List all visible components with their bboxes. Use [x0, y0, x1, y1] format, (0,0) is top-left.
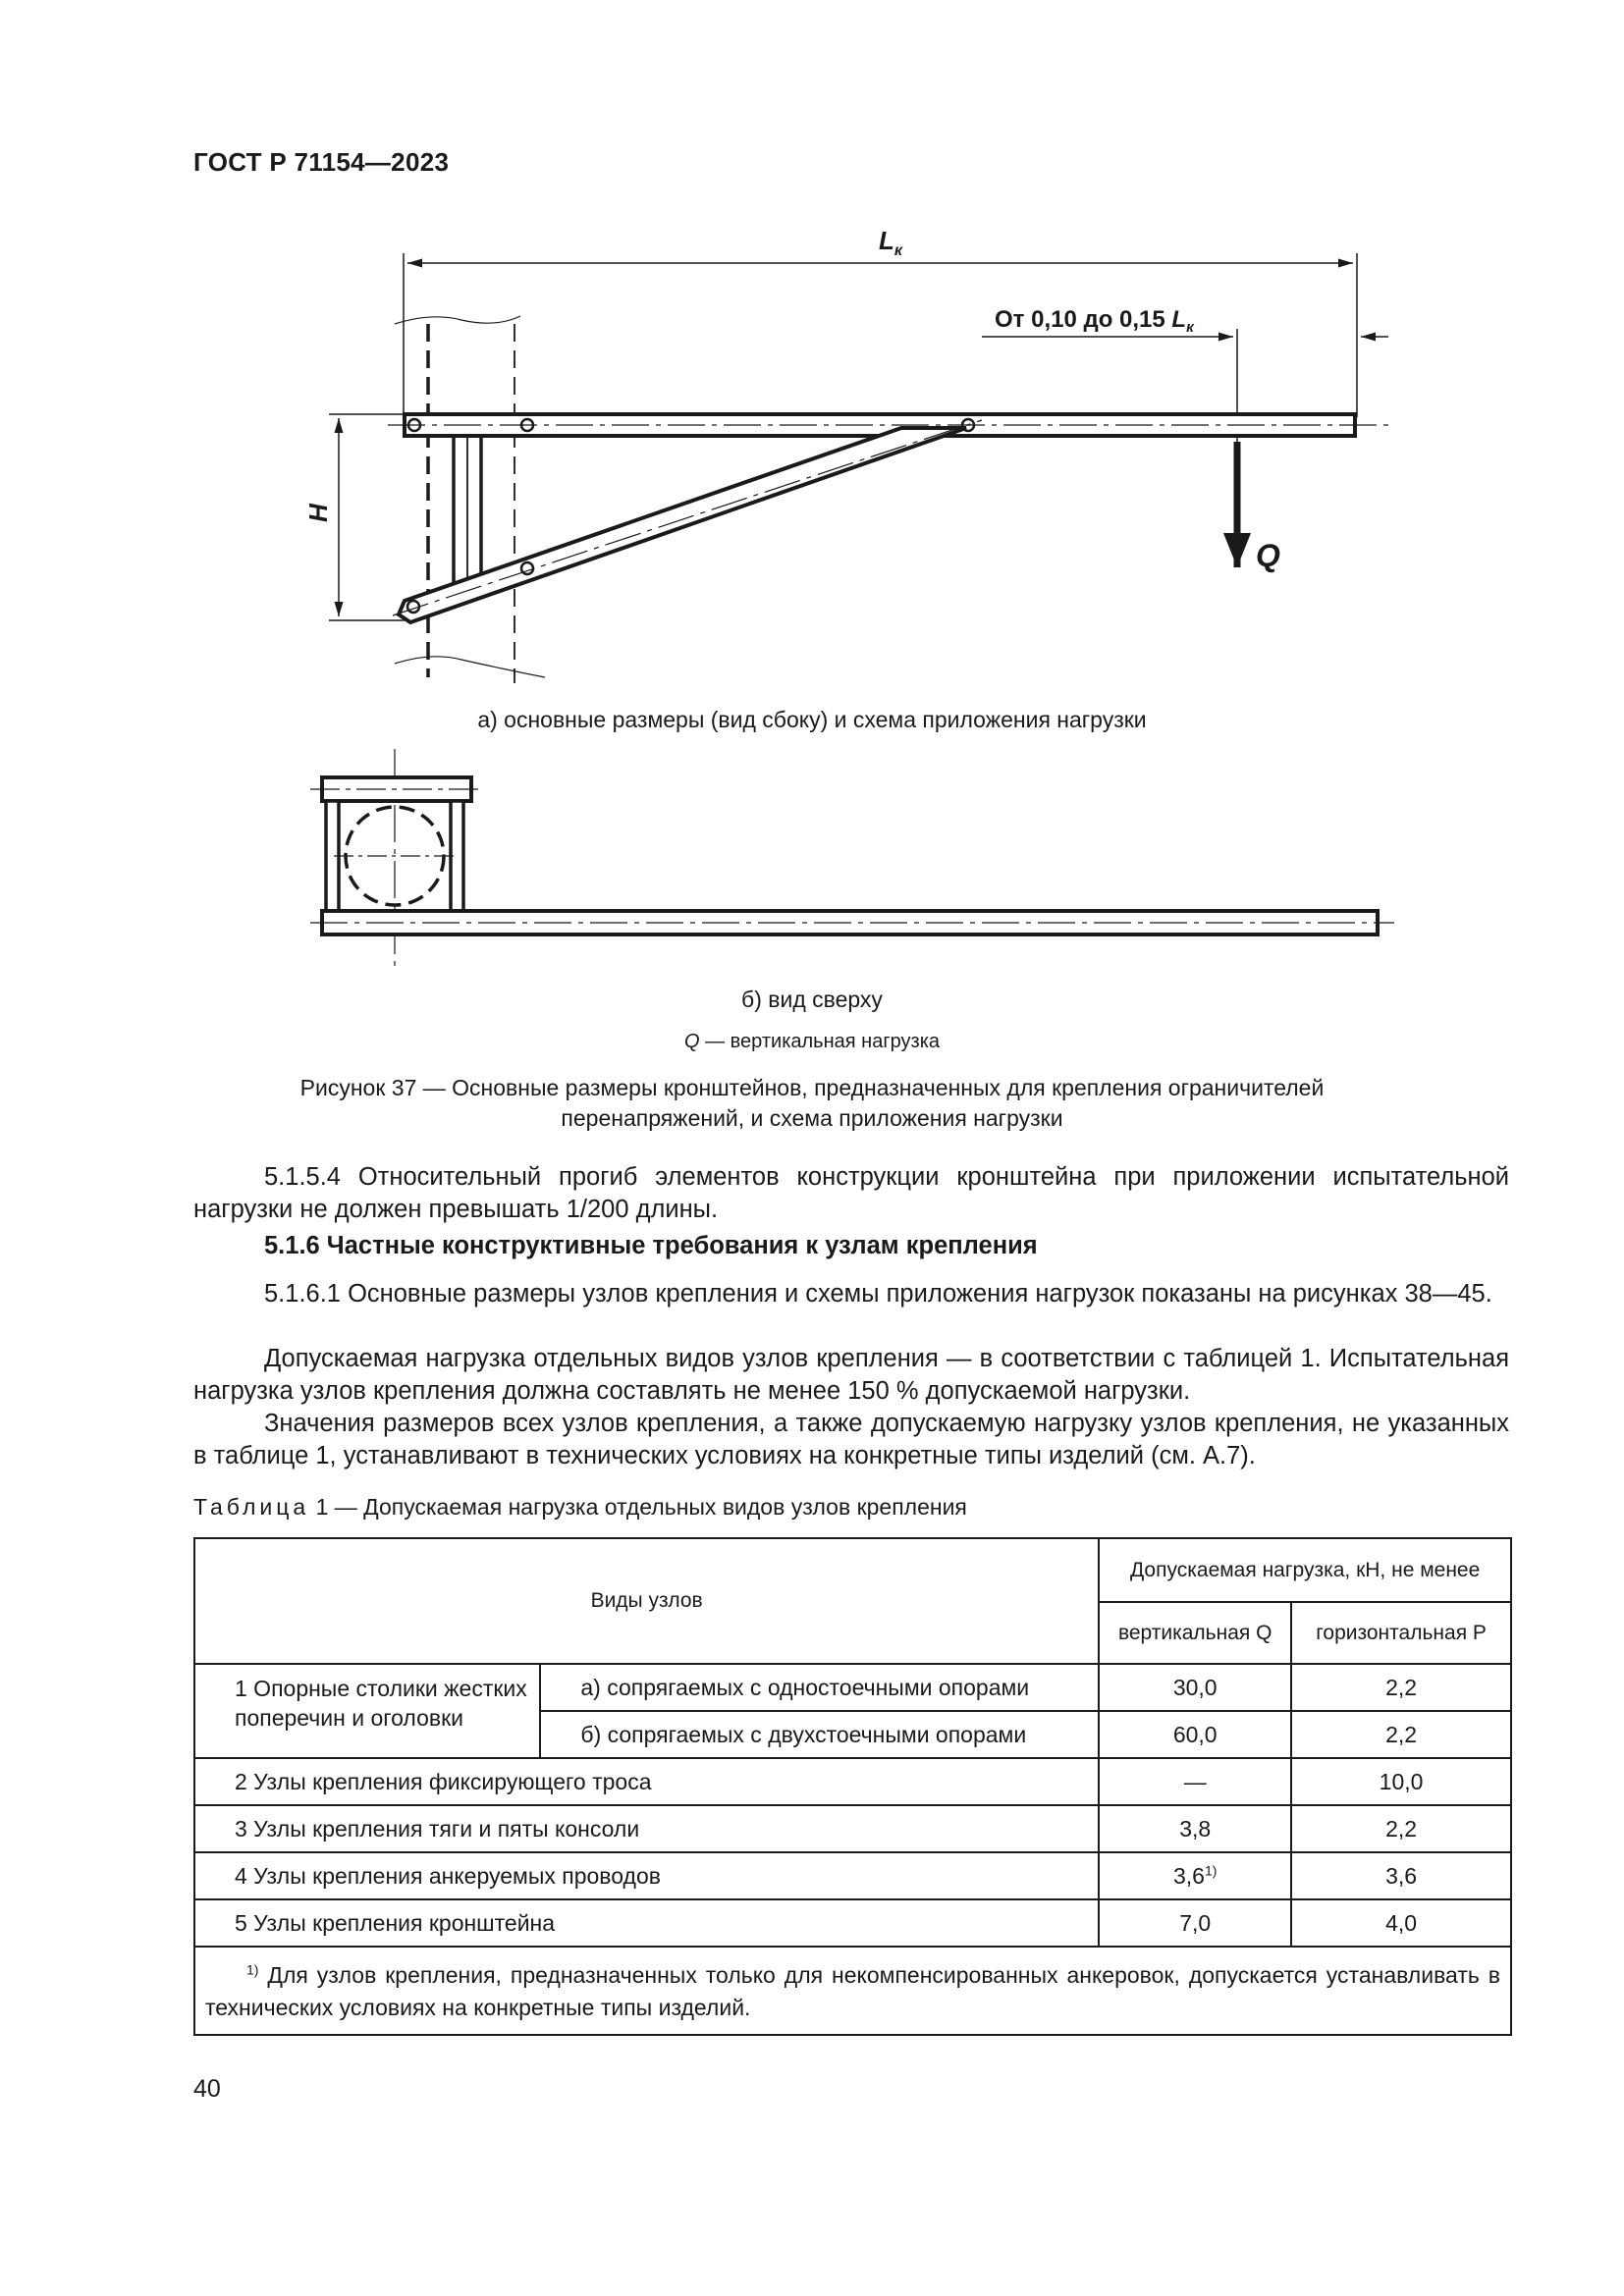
inclined-brace [399, 428, 966, 622]
row-5-horizontal: 4,0 [1291, 1899, 1511, 1947]
table-footnote [194, 1947, 1511, 2035]
row-3-vertical: 3,8 [1099, 1805, 1291, 1852]
label-lk: $L_к$ [879, 226, 902, 259]
table-caption-text: 1 — Допускаемая нагрузка отдельных видов узлов крепления [309, 1494, 967, 1520]
row-1a-vertical: 30,0 [1099, 1664, 1291, 1711]
table-row [194, 1664, 1511, 1711]
row-3-horizontal: 2,2 [1291, 1805, 1511, 1852]
row-1b-vertical: 60,0 [1099, 1711, 1291, 1758]
row-3-label: 3 Узлы крепления тяги и пяты консоли [194, 1805, 1099, 1852]
row-5-vertical: 7,0 [1099, 1899, 1291, 1947]
label-q: Q [1256, 538, 1280, 573]
header-horizontal: горизонтальная P [1291, 1602, 1511, 1664]
table-row [194, 1852, 1511, 1899]
page-number: 40 [193, 2075, 221, 2103]
row-4-label: 4 Узлы крепления анкеруемых проводов [194, 1852, 1099, 1899]
row-2-horizontal: 10,0 [1291, 1758, 1511, 1805]
table-caption [193, 1494, 967, 1521]
table-row [194, 1805, 1511, 1852]
footnote-text: Для узлов крепления, предназначенных только для некомпенсированных анкеровок, допускается устанавливать в технических условиях на конкретные типы изделий. [205, 1962, 1501, 2020]
table-footnote-row [194, 1947, 1511, 2035]
side-view [329, 253, 1392, 683]
legend-text: — вертикальная нагрузка [699, 1031, 940, 1052]
row-5-label: 5 Узлы крепления кронштейна [194, 1899, 1099, 1947]
paragraph-5-1-6-1: 5.1.6.1 Основные размеры узлов крепления и схемы приложения нагрузок показаны на рисунках 38—45. [264, 1280, 1492, 1308]
table-row [194, 1899, 1511, 1947]
row-2-label: 2 Узлы крепления фиксирующего троса [194, 1758, 1099, 1805]
table-header-row [194, 1538, 1511, 1602]
pole-break-top [395, 316, 520, 324]
caption-side-view: а) основные размеры (вид сбоку) и схема приложения нагрузки [477, 707, 1147, 732]
row-4-vertical-value: 3,6 [1172, 1862, 1205, 1889]
header-types: Виды узлов [194, 1538, 1099, 1664]
row-4-vertical [1099, 1852, 1291, 1899]
table-caption-label: Таблица [193, 1494, 310, 1520]
top-view [310, 749, 1394, 967]
row-1a-horizontal: 2,2 [1291, 1664, 1511, 1711]
document-header: ГОСТ Р 71154—2023 [193, 147, 450, 177]
caption-top-view: б) вид сверху [741, 987, 883, 1012]
row-4-footnote-ref: 1) [1204, 1861, 1218, 1878]
row-1b-sub: б) сопрягаемых с двухстоечными опорами [540, 1711, 1099, 1758]
paragraph-dimensions: Значения размеров всех узлов крепления, а также допускаемую нагрузку узлов крепления, не указанных в таблице 1, устанавливают в технических условиях на конкретные типы изделий (см. А.7). [193, 1410, 1509, 1469]
figure-title-line-1: Рисунок 37 — Основные размеры кронштейнов, предназначенных для крепления ограничителей [299, 1075, 1325, 1100]
pole-break-bottom [395, 657, 545, 677]
row-1a-sub: а) сопрягаемых с одностоечными опорами [540, 1664, 1099, 1711]
row-1-label: 1 Опорные столики жестких поперечин и оголовки [194, 1664, 540, 1758]
section-heading-5-1-6: 5.1.6 Частные конструктивные требования к узлам крепления [264, 1232, 1038, 1259]
load-table [193, 1537, 1512, 2036]
footnote-mark: 1) [246, 1961, 259, 1978]
legend-symbol: Q [683, 1031, 700, 1052]
row-4-horizontal: 3,6 [1291, 1852, 1511, 1899]
label-h: H [303, 504, 333, 522]
figure-37-drawing [0, 0, 1624, 1070]
figure-title-line-2: перенапряжений, и схема приложения нагрузки [561, 1105, 1063, 1131]
figure-legend [0, 1031, 1624, 1053]
figure-title [0, 1073, 1624, 1134]
paragraph-permissible-load: Допускаемая нагрузка отдельных видов узлов крепления — в соответствии с таблицей 1. Испытательная нагрузка узлов крепления должна составлять не менее 150 % допускаемой нагрузки. [193, 1345, 1509, 1405]
table-row [194, 1758, 1511, 1805]
header-vertical: вертикальная Q [1099, 1602, 1291, 1664]
label-offset: От 0,10 до 0,15 $L_к$ [995, 306, 1194, 336]
row-1b-horizontal: 2,2 [1291, 1711, 1511, 1758]
paragraph-5-1-5-4: 5.1.5.4 Относительный прогиб элементов конструкции кронштейна при приложении испытательной нагрузки не должен превышать 1/200 длины. [193, 1163, 1509, 1223]
row-2-vertical: — [1099, 1758, 1291, 1805]
header-load: Допускаемая нагрузка, кН, не менее [1099, 1538, 1511, 1602]
